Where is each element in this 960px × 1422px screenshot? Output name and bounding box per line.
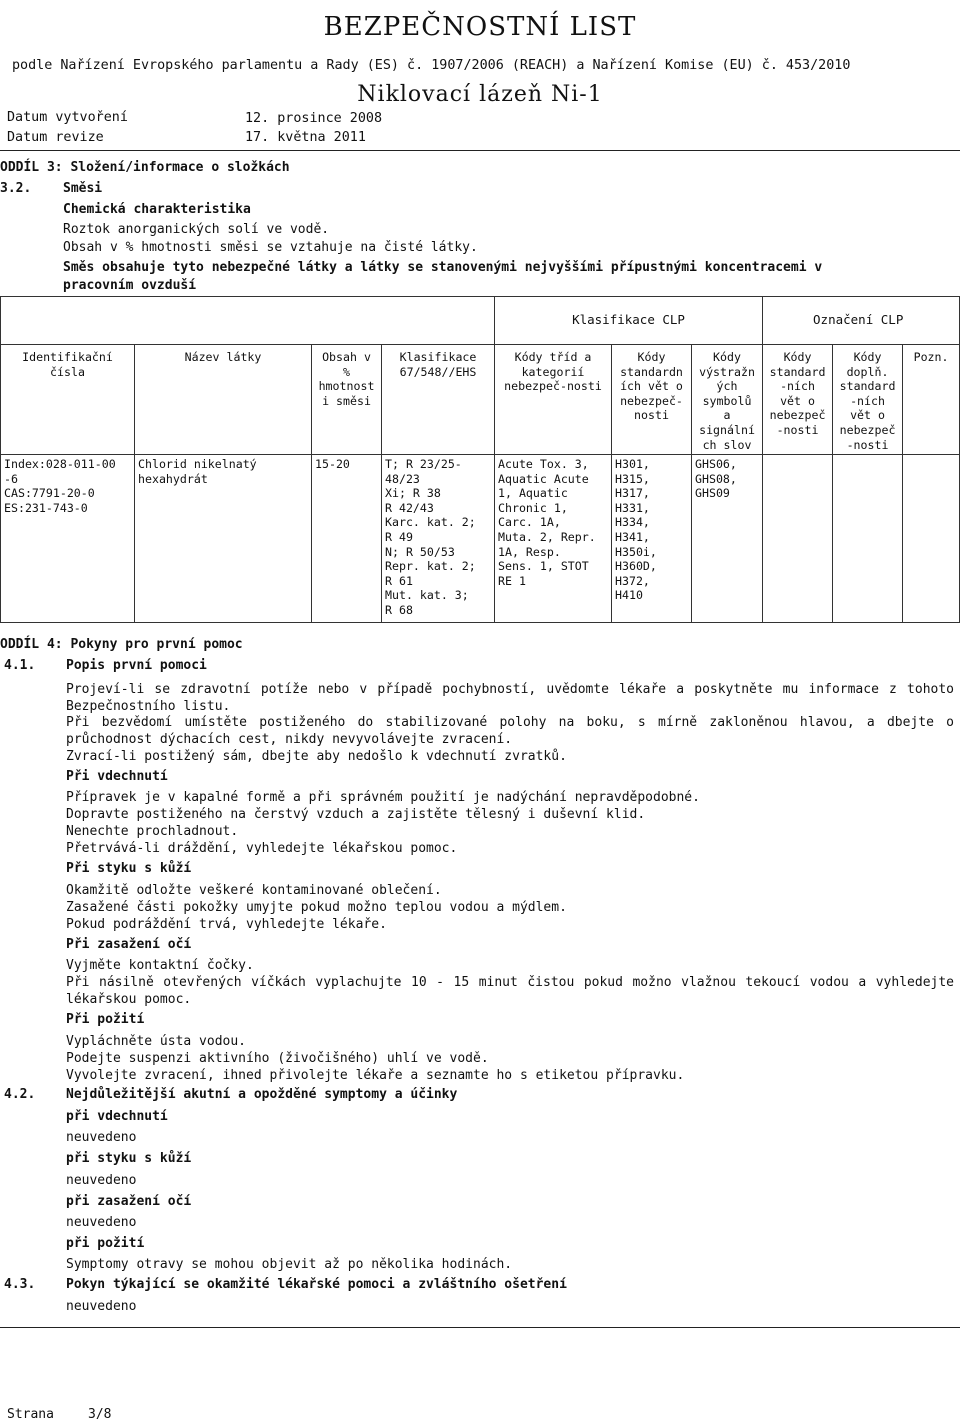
footer-page-number: 3/8 <box>88 1407 112 1422</box>
revision-label: Datum revize <box>7 130 104 145</box>
chem-char-line-2: Obsah v % hmotnosti směsi se vztahuje na čisté látky. <box>63 240 478 255</box>
skin-line: Zasažené části pokožky umyjte pokud možno teplou vodou a mýdlem. <box>66 900 567 915</box>
first-aid-paragraph-1: Projeví-li se zdravotní potíže nebo v případě pochybností, uvědomte lékaře a poskytněte mu informace z tohoto Bezpečnostního listu. <box>66 682 954 714</box>
symptom-value: neuvedeno <box>66 1130 137 1145</box>
section4-3-title: Pokyn týkající se okamžité lékařské pomoci a zvláštního ošetření <box>66 1277 567 1292</box>
first-aid-paragraph-2: Při bezvědomí umístěte postiženého do stabilizované polohy na boku, s mírně zakloněnou hlavou, a dbejte o průchodnost dýchacích cest, nikdy nevyvolávejte zvracení. <box>66 715 954 747</box>
column-header: Kódy výstražn ých symbolů a signální ch slov <box>692 345 763 455</box>
composition-table <box>0 296 960 623</box>
eye-heading: Při zasažení očí <box>66 937 192 952</box>
product-name: Niklovací lázeň Ni-1 <box>357 82 603 107</box>
column-header: Kódy tříd a kategorií nebezpeč-nosti <box>495 345 612 455</box>
column-header: Pozn. <box>903 345 960 455</box>
section3-2-title: Směsi <box>63 181 103 196</box>
inhalation-line: Dopravte postiženého na čerstvý vzduch a zajistěte tělesný i duševní klid. <box>66 807 646 822</box>
section4-3-number: 4.3. <box>4 1277 36 1292</box>
created-label: Datum vytvoření <box>7 110 128 125</box>
cell-content: 15-20 <box>312 455 382 623</box>
created-date: 12. prosince 2008 <box>245 111 383 126</box>
footer-divider <box>0 1327 960 1328</box>
hazard-intro-line-1: Směs obsahuje tyto nebezpečné látky a látky se stanovenými nejvyššími přípustnými koncentracemi v <box>63 260 823 275</box>
cell-notes <box>903 455 960 623</box>
skin-line: Pokud podráždění trvá, vyhledejte lékaře. <box>66 917 387 932</box>
hazard-intro-line-2: pracovním ovzduší <box>63 278 197 293</box>
cell-hazard-classes: Acute Tox. 3, Aquatic Acute 1, Aquatic Chronic 1, Carc. 1A, Muta. 2, Repr. 1A, Resp. Sens. 1, STOT RE 1 <box>495 455 612 623</box>
skin-line: Okamžitě odložte veškeré kontaminované oblečení. <box>66 883 442 898</box>
column-header: Kódy standard -ních vět o nebezpeč -nosti <box>763 345 833 455</box>
section4-3-value: neuvedeno <box>66 1299 137 1314</box>
footer-page-label: Strana <box>7 1407 54 1422</box>
header-divider <box>0 150 960 151</box>
section4-1-title: Popis první pomoci <box>66 658 207 673</box>
symptom-label: při zasažení očí <box>66 1194 192 1209</box>
inhalation-line: Přípravek je v kapalné formě a při správném použití je nadýchání nepravděpodobné. <box>66 790 700 805</box>
eye-line: Při násilně otevřených víčkách vyplachujte 10 - 15 minut čistou pokud možno vlažnou tekoucí vodou a vyhledejte lékařskou pomoc. <box>66 975 954 1007</box>
section4-1-number: 4.1. <box>4 658 36 673</box>
cell-identifiers: Index:028-011-00 -6 CAS:7791-20-0 ES:231-743-0 <box>1 455 135 623</box>
symptom-label: při požití <box>66 1236 145 1251</box>
first-aid-paragraph-3: Zvrací-li postižený sám, dbejte aby nedošlo k vdechnutí zvratků. <box>66 749 567 764</box>
ingestion-heading: Při požití <box>66 1012 145 1027</box>
column-header: Klasifikace 67/548//EHS <box>382 345 495 455</box>
eye-line: Vyjměte kontaktní čočky. <box>66 958 254 973</box>
cell-pictograms: GHS06, GHS08, GHS09 <box>692 455 763 623</box>
symptom-value: neuvedeno <box>66 1215 137 1230</box>
inhalation-line: Nenechte prochladnout. <box>66 824 239 839</box>
skin-heading: Při styku s kůží <box>66 861 192 876</box>
cell-h-statements: H301, H315, H317, H331, H334, H341, H350i, H360D, H372, H410 <box>612 455 692 623</box>
symptom-value: Symptomy otravy se mohou objevit až po několika hodinách. <box>66 1257 513 1272</box>
cell-labelling-h <box>763 455 833 623</box>
inhalation-heading: Při vdechnutí <box>66 769 168 784</box>
chem-char-label: Chemická charakteristika <box>63 202 251 217</box>
chem-char-line-1: Roztok anorganických solí ve vodě. <box>63 222 330 237</box>
section4-title: ODDÍL 4: Pokyny pro první pomoc <box>0 637 243 652</box>
column-header: Název látky <box>135 345 312 455</box>
group-clp-classification: Klasifikace CLP <box>495 297 763 345</box>
ingestion-line: Podejte suspenzi aktivního (živočišného) uhlí ve vodě. <box>66 1051 489 1066</box>
symptom-value: neuvedeno <box>66 1173 137 1188</box>
cell-substance-name: Chlorid nikelnatý hexahydrát <box>135 455 312 623</box>
table-row <box>1 455 960 623</box>
cell-classification-67-548: T; R 23/25- 48/23 Xi; R 38 R 42/43 Karc. kat. 2; R 49 N; R 50/53 Repr. kat. 2; R 61 Mut. kat. 3; R 68 <box>382 455 495 623</box>
table-column-header-row <box>1 345 960 455</box>
column-header: Obsah v % hmotnost i směsi <box>312 345 382 455</box>
ingestion-line: Vyvolejte zvracení, ihned přivolejte lékaře a seznamte ho s etiketou přípravku. <box>66 1068 685 1083</box>
group-clp-labelling: Označení CLP <box>763 297 960 345</box>
regulation-line: podle Nařízení Evropského parlamentu a Rady (ES) č. 1907/2006 (REACH) a Nařízení Komise (EU) č. 453/2010 <box>12 58 851 73</box>
section3-2-number: 3.2. <box>0 181 32 196</box>
symptom-label: při vdechnutí <box>66 1109 168 1124</box>
symptom-label: při styku s kůží <box>66 1151 192 1166</box>
revision-date: 17. května 2011 <box>245 130 366 145</box>
column-header: Kódy standardn ích vět o nebezpeč- nosti <box>612 345 692 455</box>
document-title: BEZPEČNOSTNÍ LIST <box>323 12 637 42</box>
section3-title: ODDÍL 3: Složení/informace o složkách <box>0 160 290 175</box>
column-header: Kódy doplň. standard -ních vět o nebezpeč -nosti <box>833 345 903 455</box>
cell-supplementary <box>833 455 903 623</box>
inhalation-line: Přetrvává-li dráždění, vyhledejte lékařskou pomoc. <box>66 841 458 856</box>
section4-2-number: 4.2. <box>4 1087 36 1102</box>
section4-2-title: Nejdůležitější akutní a opožděné symptomy a účinky <box>66 1087 458 1102</box>
ingestion-line: Vypláchněte ústa vodou. <box>66 1034 247 1049</box>
column-header: Identifikační čísla <box>1 345 135 455</box>
table-group-header-row <box>1 297 960 345</box>
